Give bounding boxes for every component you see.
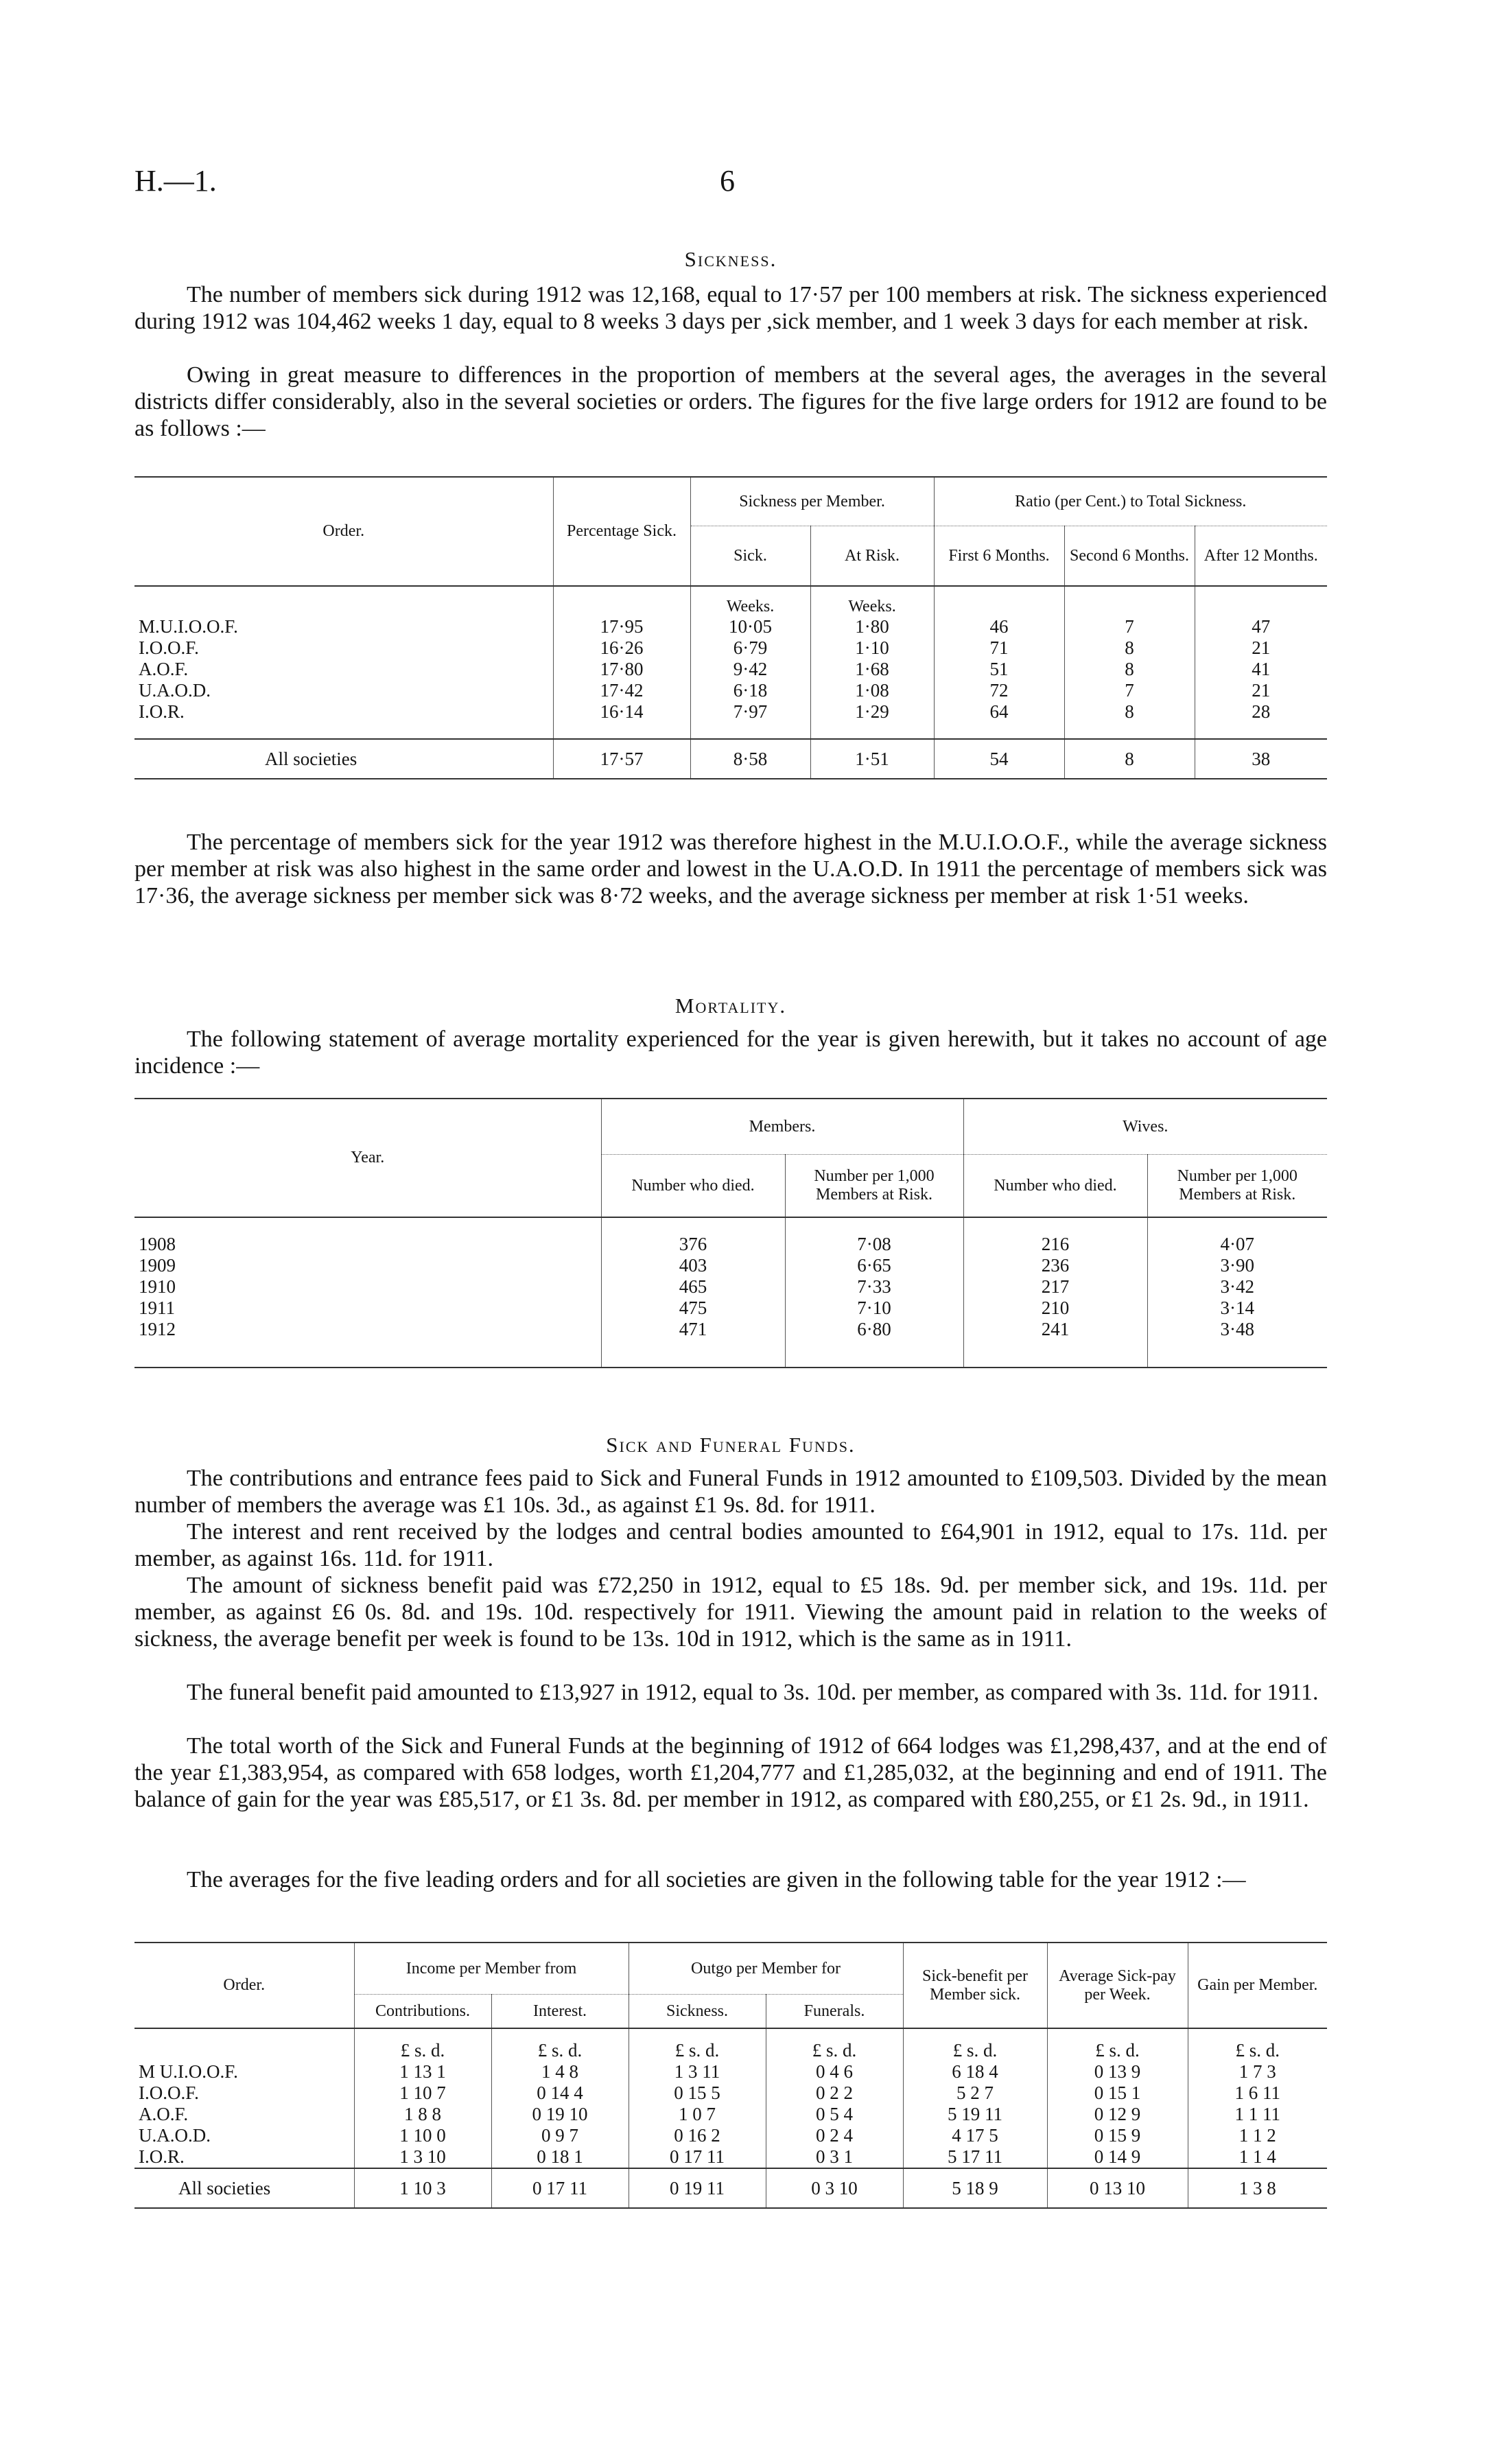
header-wives: Wives. [963, 1099, 1327, 1155]
units-lsd: £ s. d. [629, 2028, 766, 2061]
cell-interest: 0 9 7 [491, 2125, 629, 2146]
units-weeks: Weeks. [690, 586, 810, 616]
table-row [134, 1319, 1327, 1340]
cell-gain: 1 1 11 [1188, 2104, 1327, 2125]
table-row [134, 701, 1327, 723]
cell-sickness: 1 0 7 [629, 2104, 766, 2125]
table-row [134, 1255, 1327, 1276]
header-at-risk: At Risk. [810, 526, 934, 587]
mortality-heading: Mortality. [674, 994, 787, 1018]
funds-table [134, 1942, 1327, 2209]
header-interest: Interest. [491, 1995, 629, 2029]
cell-second: 7 [1064, 680, 1195, 701]
header-contributions: Contributions. [354, 1995, 491, 2029]
table-total-row [134, 739, 1327, 779]
cell-funerals: 0 3 1 [766, 2146, 903, 2168]
mortality-table [134, 1098, 1327, 1368]
cell-members-died: 403 [601, 1255, 785, 1276]
cell-members-per-1000: 7·08 [785, 1234, 963, 1255]
cell-members-per-1000: 7·33 [785, 1276, 963, 1298]
cell-interest: 0 17 11 [491, 2168, 629, 2208]
funds-paragraph-4: The funeral benefit paid amounted to £13,927 in 1912, equal to 3s. 10d. per member, as compared with 3s. 11d. for 1911. [187, 1680, 1319, 1705]
cell-first: 51 [934, 659, 1064, 680]
header-percentage-sick: Percentage Sick. [553, 477, 690, 586]
header-second-6-months: Second 6 Months. [1064, 526, 1195, 587]
cell-after: 21 [1195, 637, 1327, 659]
table-total-row [134, 2168, 1327, 2208]
cell-after: 47 [1195, 616, 1327, 637]
cell-contributions: 1 10 3 [354, 2168, 491, 2208]
units-lsd: £ s. d. [354, 2028, 491, 2061]
cell-interest: 0 18 1 [491, 2146, 629, 2168]
row-label: I.O.R. [139, 701, 185, 722]
row-label: A.O.F. [139, 659, 189, 679]
cell-average-sick-pay: 0 13 10 [1047, 2168, 1188, 2208]
cell-wives-died: 241 [963, 1319, 1147, 1340]
cell-sick: 10·05 [690, 616, 810, 637]
sickness-paragraph-2: Owing in great measure to differences in the proportion of members at the several ages, the averages in the several districts differ considerably, also in the several societies or orders. The figures for the five large orders for 1912 are found to be as follows :— [134, 362, 1327, 441]
row-label: M U.I.O.O.F. [139, 2061, 238, 2082]
sickness-paragraph-3: The percentage of members sick for the year 1912 was therefore highest in the M.U.I.O.O.F., while the average sickness per member at risk was also highest in the same order and lowest in the U.A.O.D. In 1911 the percentage of members sick was 17·36, the average sickness per member sick was 8·72 weeks, and the average sickness per member at risk 1·51 weeks. [134, 830, 1327, 908]
cell-interest: 0 19 10 [491, 2104, 629, 2125]
cell-average-sick-pay: 0 12 9 [1047, 2104, 1188, 2125]
cell-percentage: 17·57 [553, 739, 690, 779]
cell-first: 46 [934, 616, 1064, 637]
cell-wives-died: 217 [963, 1276, 1147, 1298]
cell-average-sick-pay: 0 13 9 [1047, 2061, 1188, 2082]
mortality-paragraph: The following statement of average mortality experienced for the year is given herewith, but it takes no account of age incidence :— [134, 1026, 1327, 1079]
cell-sickness: 1 3 11 [629, 2061, 766, 2082]
header-after-12-months: After 12 Months. [1195, 526, 1327, 587]
header-funerals: Funerals. [766, 1995, 903, 2029]
header-wives-died: Number who died. [963, 1155, 1147, 1218]
cell-first: 71 [934, 637, 1064, 659]
header-year: Year. [351, 1149, 385, 1166]
row-label: 1912 [139, 1319, 176, 1339]
row-label: I.O.O.F. [139, 637, 199, 658]
cell-members-died: 471 [601, 1319, 785, 1340]
cell-contributions: 1 3 10 [354, 2146, 491, 2168]
cell-first: 64 [934, 701, 1064, 723]
units-lsd: £ s. d. [1047, 2028, 1188, 2061]
table-row [134, 2061, 1327, 2082]
units-weeks: Weeks. [810, 586, 934, 616]
cell-gain: 1 7 3 [1188, 2061, 1327, 2082]
header-order: Order. [223, 1976, 266, 1994]
cell-percentage: 17·95 [553, 616, 690, 637]
cell-funerals: 0 5 4 [766, 2104, 903, 2125]
cell-interest: 1 4 8 [491, 2061, 629, 2082]
header-members-per-1000: Number per 1,000 Members at Risk. [785, 1155, 963, 1218]
cell-sick-benefit: 5 17 11 [903, 2146, 1047, 2168]
cell-percentage: 16·26 [553, 637, 690, 659]
cell-members-per-1000: 6·80 [785, 1319, 963, 1340]
header-sickness-per-member: Sickness per Member. [690, 477, 934, 526]
cell-gain: 1 1 4 [1188, 2146, 1327, 2168]
header-ratio: Ratio (per Cent.) to Total Sickness. [934, 477, 1327, 526]
cell-gain: 1 6 11 [1188, 2082, 1327, 2104]
cell-average-sick-pay: 0 14 9 [1047, 2146, 1188, 2168]
sickness-paragraph-1: The number of members sick during 1912 was 12,168, equal to 17·57 per 100 members at risk. The sickness experienced during 1912 was 104,462 weeks 1 day, equal to 8 weeks 3 days per ,sick member, and 1 week 3 days for each member at risk. [134, 282, 1327, 334]
cell-funerals: 0 3 10 [766, 2168, 903, 2208]
cell-members-per-1000: 6·65 [785, 1255, 963, 1276]
header-gain: Gain per Member. [1188, 1943, 1327, 2028]
cell-interest: 0 14 4 [491, 2082, 629, 2104]
row-label: U.A.O.D. [139, 2125, 211, 2146]
units-lsd: £ s. d. [1188, 2028, 1327, 2061]
cell-gain: 1 1 2 [1188, 2125, 1327, 2146]
table-row [134, 680, 1327, 701]
cell-second: 8 [1064, 739, 1195, 779]
table-row [134, 2104, 1327, 2125]
cell-wives-per-1000: 3·90 [1147, 1255, 1327, 1276]
cell-at-risk: 1·29 [810, 701, 934, 723]
cell-sick-benefit: 4 17 5 [903, 2125, 1047, 2146]
cell-percentage: 16·14 [553, 701, 690, 723]
cell-sick-benefit: 5 19 11 [903, 2104, 1047, 2125]
cell-contributions: 1 8 8 [354, 2104, 491, 2125]
row-label: 1911 [139, 1298, 175, 1318]
header-average-sick-pay: Average Sick-pay per Week. [1047, 1943, 1188, 2028]
cell-contributions: 1 13 1 [354, 2061, 491, 2082]
cell-members-died: 465 [601, 1276, 785, 1298]
row-label: 1910 [139, 1276, 176, 1297]
cell-after: 38 [1195, 739, 1327, 779]
row-label: 1908 [139, 1234, 176, 1254]
units-lsd: £ s. d. [491, 2028, 629, 2061]
cell-wives-per-1000: 3·14 [1147, 1298, 1327, 1319]
header-outgo: Outgo per Member for [629, 1943, 903, 1995]
sickness-heading: Sickness. [684, 247, 777, 271]
cell-sickness: 0 17 11 [629, 2146, 766, 2168]
page-number: 6 [720, 164, 735, 198]
table-row [134, 616, 1327, 637]
row-label: All societies [178, 2177, 271, 2198]
header-sick-benefit: Sick-benefit per Member sick. [903, 1943, 1047, 2028]
table-row [134, 2082, 1327, 2104]
cell-sick: 9·42 [690, 659, 810, 680]
cell-after: 21 [1195, 680, 1327, 701]
funds-paragraph-5: The total worth of the Sick and Funeral Funds at the beginning of 1912 of 664 lodges was £1,298,437, and at the end of the year £1,383,954, as compared with 658 lodges, worth £1,204,777 and £1,285,032, at the beginning and end of 1911. The balance of gain for the year was £85,517, or £1 3s. 8d. per member in 1912, as compared with £80,255, or £1 2s. 9d., in 1911. [134, 1733, 1327, 1812]
cell-contributions: 1 10 0 [354, 2125, 491, 2146]
cell-at-risk: 1·68 [810, 659, 934, 680]
cell-members-died: 376 [601, 1234, 785, 1255]
cell-wives-died: 216 [963, 1234, 1147, 1255]
cell-sickness: 0 16 2 [629, 2125, 766, 2146]
cell-funerals: 0 2 4 [766, 2125, 903, 2146]
cell-sick-benefit: 6 18 4 [903, 2061, 1047, 2082]
header-sick: Sick. [690, 526, 810, 587]
row-label: A.O.F. [139, 2104, 189, 2124]
cell-members-died: 475 [601, 1298, 785, 1319]
sickness-table [134, 476, 1327, 779]
row-label: I.O.O.F. [139, 2082, 199, 2103]
cell-sick: 8·58 [690, 739, 810, 779]
funds-heading: Sick and Funeral Funds. [606, 1433, 856, 1457]
cell-second: 8 [1064, 637, 1195, 659]
header-order: Order. [322, 522, 365, 540]
document-reference: H.—1. [134, 164, 217, 198]
cell-wives-per-1000: 4·07 [1147, 1234, 1327, 1255]
row-label: All societies [265, 748, 357, 769]
cell-funerals: 0 4 6 [766, 2061, 903, 2082]
table-row [134, 659, 1327, 680]
funds-paragraph-1: The contributions and entrance fees paid to Sick and Funeral Funds in 1912 amounted to £109,503. Divided by the mean number of members the average was £1 10s. 3d., as against £1 9s. 8d. for 1911. [134, 1466, 1327, 1518]
row-label: M.U.I.O.O.F. [139, 616, 238, 637]
table-row [134, 2125, 1327, 2146]
cell-wives-died: 236 [963, 1255, 1147, 1276]
cell-second: 8 [1064, 701, 1195, 723]
header-sickness: Sickness. [629, 1995, 766, 2029]
header-members: Members. [601, 1099, 963, 1155]
cell-at-risk: 1·51 [810, 739, 934, 779]
cell-sick: 7·97 [690, 701, 810, 723]
cell-sickness: 0 15 5 [629, 2082, 766, 2104]
cell-percentage: 17·80 [553, 659, 690, 680]
table-row [134, 1276, 1327, 1298]
table-row [134, 1298, 1327, 1319]
units-lsd: £ s. d. [766, 2028, 903, 2061]
cell-gain: 1 3 8 [1188, 2168, 1327, 2208]
cell-percentage: 17·42 [553, 680, 690, 701]
table-row [134, 1234, 1327, 1255]
cell-wives-died: 210 [963, 1298, 1147, 1319]
cell-at-risk: 1·08 [810, 680, 934, 701]
table-row [134, 637, 1327, 659]
cell-wives-per-1000: 3·48 [1147, 1319, 1327, 1340]
cell-sick-benefit: 5 2 7 [903, 2082, 1047, 2104]
cell-sick: 6·79 [690, 637, 810, 659]
cell-second: 7 [1064, 616, 1195, 637]
header-first-6-months: First 6 Months. [934, 526, 1064, 587]
cell-after: 41 [1195, 659, 1327, 680]
cell-first: 72 [934, 680, 1064, 701]
row-label: U.A.O.D. [139, 680, 211, 701]
cell-members-per-1000: 7·10 [785, 1298, 963, 1319]
cell-average-sick-pay: 0 15 1 [1047, 2082, 1188, 2104]
cell-first: 54 [934, 739, 1064, 779]
table-row [134, 2146, 1327, 2168]
row-label: 1909 [139, 1255, 176, 1276]
cell-second: 8 [1064, 659, 1195, 680]
header-income: Income per Member from [354, 1943, 629, 1995]
cell-average-sick-pay: 0 15 9 [1047, 2125, 1188, 2146]
cell-sick-benefit: 5 18 9 [903, 2168, 1047, 2208]
cell-wives-per-1000: 3·42 [1147, 1276, 1327, 1298]
cell-funerals: 0 2 2 [766, 2082, 903, 2104]
funds-paragraph-2: The interest and rent received by the lodges and central bodies amounted to £64,901 in 1912, equal to 17s. 11d. per member, as against 16s. 11d. for 1911. [134, 1519, 1327, 1571]
cell-after: 28 [1195, 701, 1327, 723]
funds-paragraph-3: The amount of sickness benefit paid was £72,250 in 1912, equal to £5 18s. 9d. per member sick, and 19s. 11d. per member, as against £6 0s. 8d. and 19s. 10d. respectively for 1911. Viewing the amount paid in relation to the weeks of sickness, the average benefit per week is found to be 13s. 10d in 1912, which is the same as in 1911. [134, 1573, 1327, 1652]
cell-sick: 6·18 [690, 680, 810, 701]
cell-sickness: 0 19 11 [629, 2168, 766, 2208]
header-wives-per-1000: Number per 1,000 Members at Risk. [1147, 1155, 1327, 1218]
cell-at-risk: 1·10 [810, 637, 934, 659]
cell-at-risk: 1·80 [810, 616, 934, 637]
row-label: I.O.R. [139, 2146, 185, 2167]
units-lsd: £ s. d. [903, 2028, 1047, 2061]
funds-paragraph-6: The averages for the five leading orders and for all societies are given in the following table for the year 1912 :— [187, 1867, 1246, 1892]
header-members-died: Number who died. [601, 1155, 785, 1218]
cell-contributions: 1 10 7 [354, 2082, 491, 2104]
